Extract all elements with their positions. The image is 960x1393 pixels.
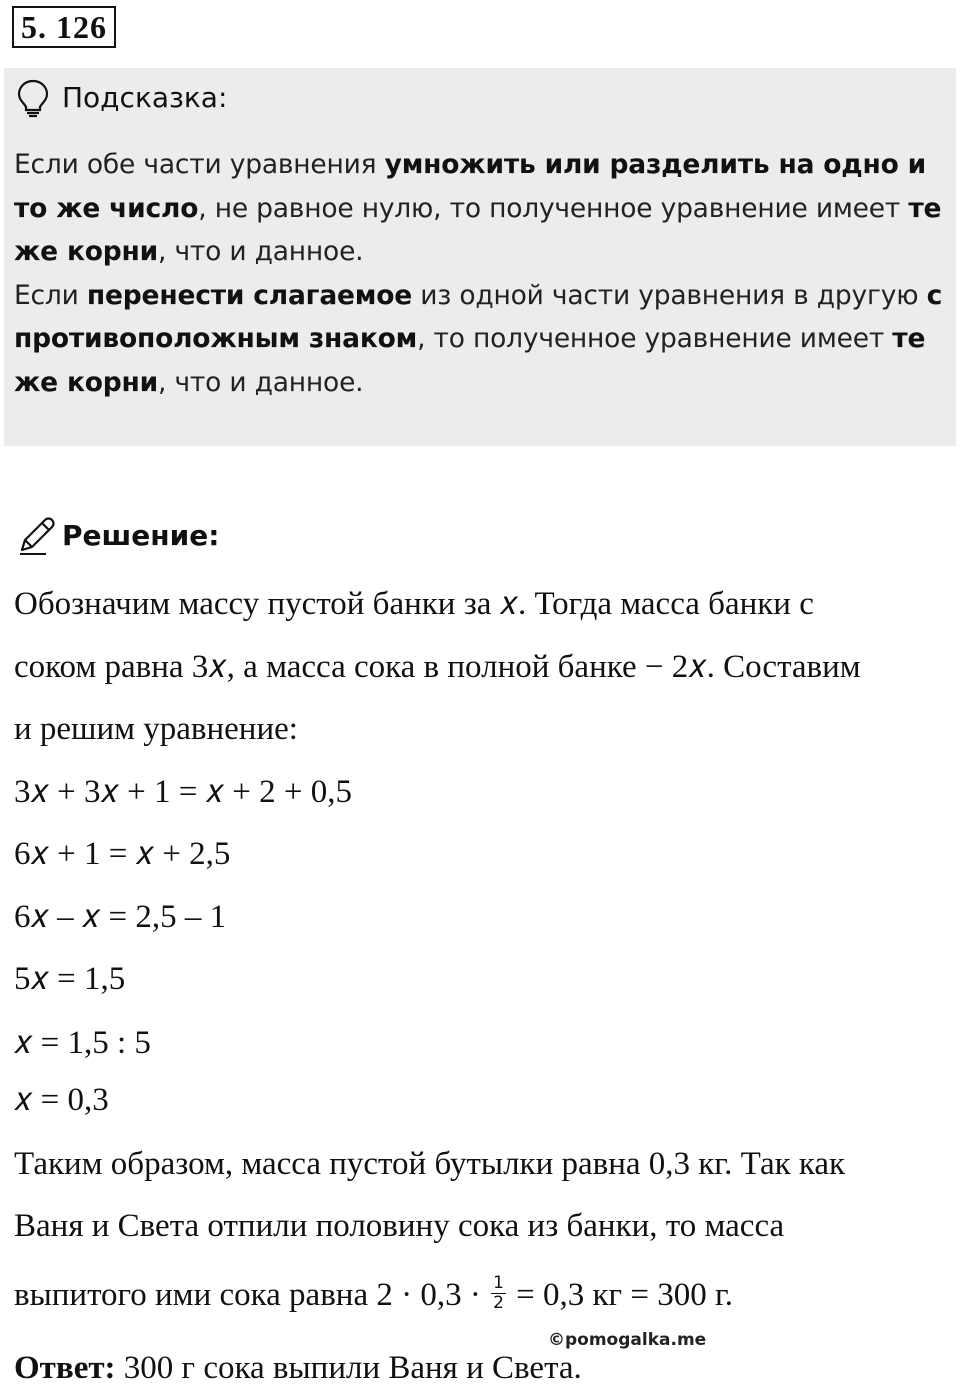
- lightbulb-icon: [16, 78, 50, 118]
- solution-title: [16, 514, 219, 558]
- equation-line: 6𝑥 – 𝑥 = 2,5 – 1: [14, 899, 227, 935]
- hint-bold-span: перенести слагаемое: [86, 279, 413, 311]
- solution-line: Ваня и Света отпили половину сока из банки, то масса: [14, 1208, 785, 1244]
- last-line-after: = 0,3 кг = 300 г.: [516, 1277, 734, 1313]
- fraction-denominator: 2: [493, 1292, 504, 1313]
- answer-text: 300 г сока выпили Ваня и Света.: [115, 1350, 582, 1386]
- solution-line: и решим уравнение:: [14, 711, 298, 747]
- hint-text-span: , то полученное уравнение имеет: [417, 323, 893, 354]
- equation-line: 𝑥 = 0,3: [14, 1082, 109, 1118]
- solution-line-with-fraction: [14, 1272, 734, 1317]
- solution-title-label: Решение:: [62, 519, 220, 552]
- answer-line: [14, 1348, 582, 1388]
- solution-line: Обозначим массу пустой банки за 𝑥. Тогда масса банки с: [14, 586, 814, 622]
- hint-paragraph-2: [14, 274, 949, 405]
- equation-line: 𝑥 = 1,5 : 5: [14, 1025, 151, 1061]
- fraction-one-half: [491, 1274, 506, 1313]
- last-line-before: выпитого ими сока равна 2 · 0,3 ·: [14, 1277, 481, 1313]
- pencil-icon: [16, 514, 56, 556]
- hint-title: [16, 76, 227, 120]
- solution-line: Таким образом, масса пустой бутылки равна 0,3 кг. Так как: [14, 1146, 846, 1182]
- hint-bold-span: те же корни: [14, 323, 926, 398]
- hint-text: [14, 143, 949, 404]
- hint-text-span: , не равное нулю, то полученное уравнение имеет: [198, 192, 909, 224]
- hint-text-span: , что и данное.: [158, 236, 364, 267]
- hint-text-span: Если обе части уравнения: [14, 149, 385, 180]
- solution-line: соком равна 3𝑥, а масса сока в полной банке − 2𝑥. Составим: [14, 649, 861, 685]
- hint-bold-span: с противоположным знаком: [14, 279, 943, 354]
- watermark: ©pomogalka.me: [548, 1330, 707, 1350]
- hint-text-span: , что и данное.: [158, 366, 364, 398]
- answer-label: Ответ:: [14, 1350, 116, 1386]
- hint-text-span: Если: [14, 279, 87, 311]
- hint-text-span: из одной части уравнения в другую: [412, 279, 927, 311]
- equation-line: 6𝑥 + 1 = 𝑥 + 2,5: [14, 836, 231, 872]
- task-number: 5. 126: [12, 6, 116, 48]
- equation-line: 5𝑥 = 1,5: [14, 961, 126, 997]
- hint-paragraph-1: [14, 143, 949, 274]
- equation-line: 3𝑥 + 3𝑥 + 1 = 𝑥 + 2 + 0,5: [14, 774, 352, 810]
- hint-bold-span: умножить или разделить на одно и то же число: [14, 149, 927, 224]
- hint-bold-span: те же корни: [14, 192, 942, 267]
- fraction-numerator: 1: [493, 1272, 504, 1293]
- hint-title-label: Подсказка:: [62, 81, 228, 114]
